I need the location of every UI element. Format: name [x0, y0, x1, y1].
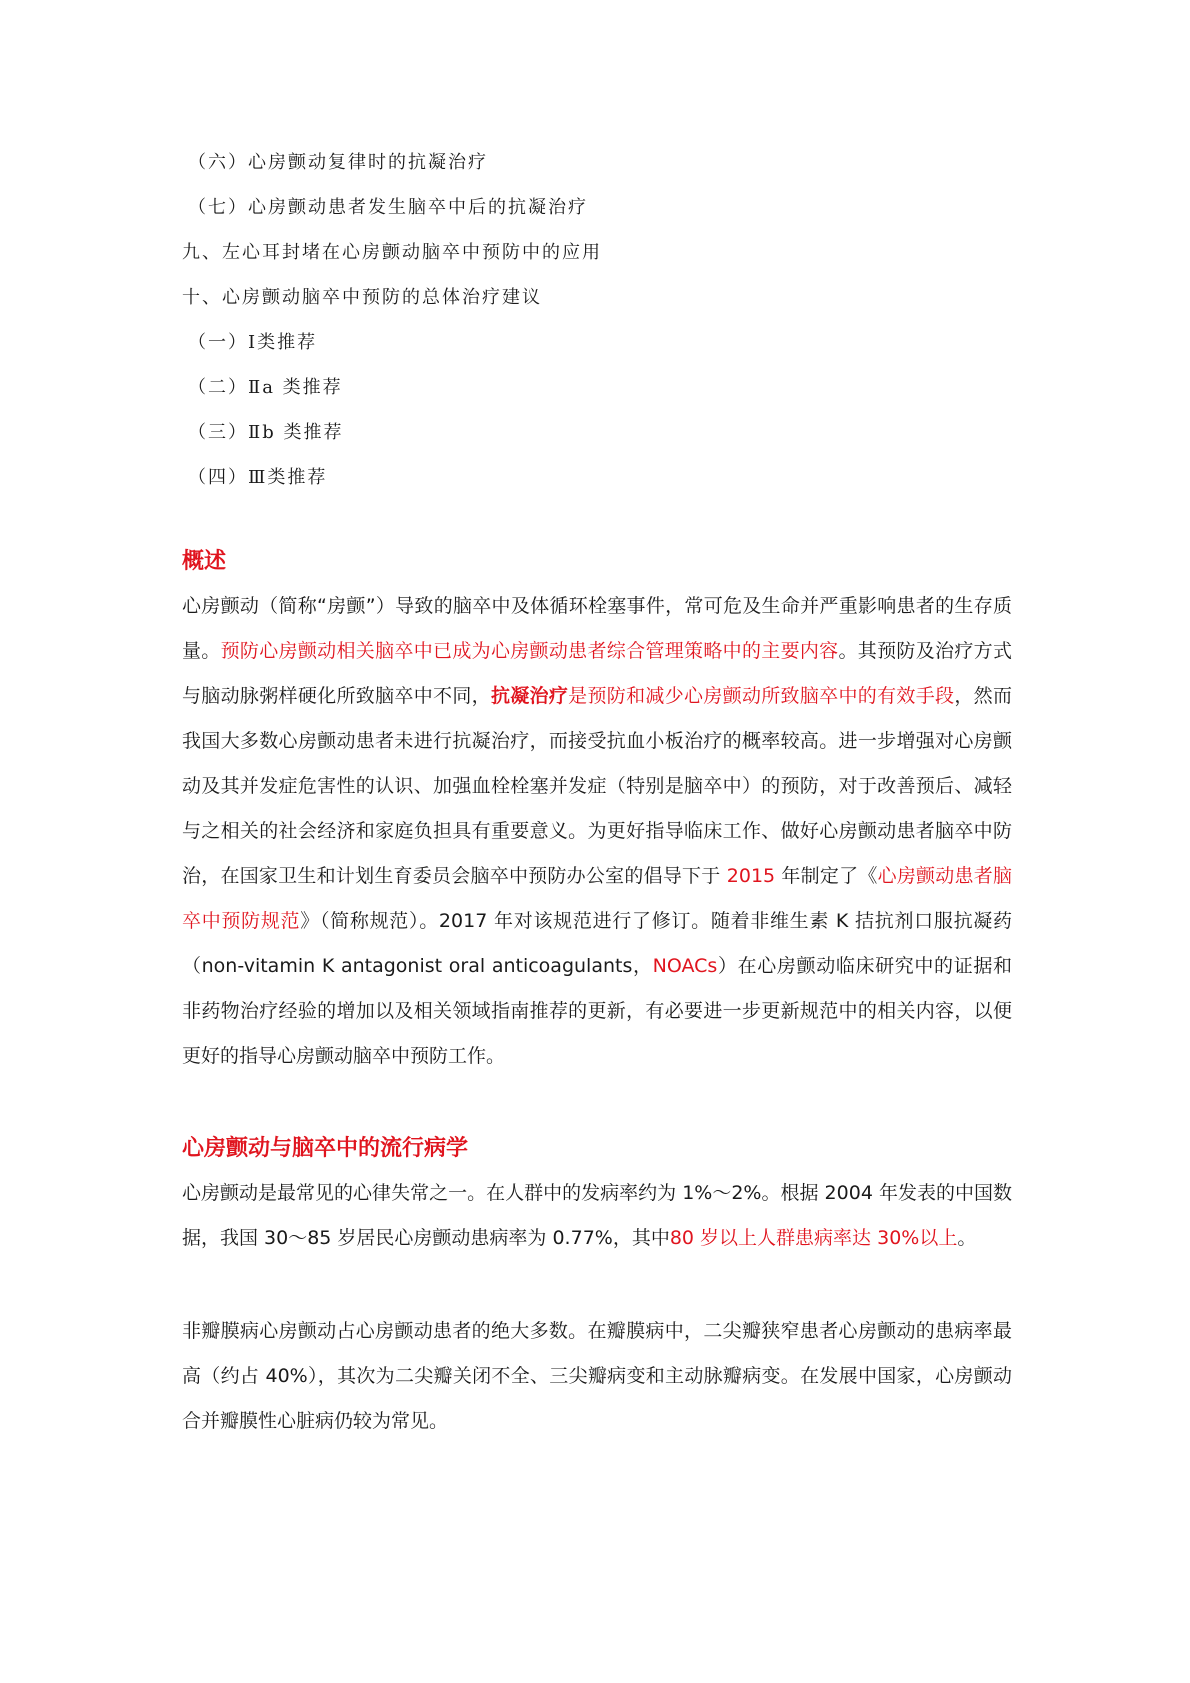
highlight-bold-text: 抗凝治疗	[490, 685, 569, 707]
toc-item: （三）Ⅱb 类推荐	[188, 422, 344, 443]
highlight-text: 是预防和减少心房颤动所致脑卒中的有效手段	[568, 685, 955, 707]
toc-item: （六）心房颤动复律时的抗凝治疗	[188, 152, 488, 173]
overview-paragraph	[182, 584, 1012, 1079]
table-of-contents	[182, 140, 1012, 500]
highlight-text: 心房颤动患者脑卒中预防规范	[182, 865, 1012, 932]
document-page	[182, 140, 1012, 1444]
epidemiology-paragraph	[182, 1171, 1012, 1261]
highlight-text: 2015	[726, 865, 776, 887]
valvular-paragraph: 非瓣膜病心房颤动占心房颤动患者的绝大多数。在瓣膜病中，二尖瓣狭窄患者心房颤动的患病率最高（约占 40%），其次为二尖瓣关闭不全、三尖瓣病变和主动脉瓣病变。在发展中国家，心房颤动合并瓣膜性心脏病仍较为常见。	[182, 1320, 1012, 1432]
text-run: 。其预防及治疗方式与脑动脉粥样硬化所致脑卒中不同，	[182, 640, 1012, 707]
toc-item: （四）Ⅲ类推荐	[188, 467, 328, 488]
text-run: 年制定了《	[775, 865, 878, 887]
text-run: ，然而我国大多数心房颤动患者未进行抗凝治疗，而接受抗血小板治疗的概率较高。进一步增强对心房颤动及其并发症危害性的认识、加强血栓栓塞并发症（特别是脑卒中）的预防，对于改善预后、减轻与之相关的社会经济和家庭负担具有重要意义。为更好指导临床工作、做好心房颤动患者脑卒中防治，在国家卫生和计划生育委员会脑卒中预防办公室的倡导下于	[182, 685, 1012, 887]
toc-item: （七）心房颤动患者发生脑卒中后的抗凝治疗	[188, 197, 588, 218]
section-heading-epidemiology: 心房颤动与脑卒中的流行病学	[182, 1136, 469, 1161]
toc-item: （二）Ⅱa 类推荐	[188, 377, 343, 398]
text-run: 心房颤动是最常见的心律失常之一。在人群中的发病率约为 1%～2%。根据 2004 年发表的中国数据，我国 30～85 岁居民心房颤动患病率为 0.77%，其中	[182, 1182, 1012, 1249]
toc-item: （一）Ⅰ类推荐	[188, 332, 318, 353]
toc-item: 十、心房颤动脑卒中预防的总体治疗建议	[182, 287, 542, 308]
highlight-text: 预防心房颤动相关脑卒中已成为心房颤动患者综合管理策略中的主要内容	[220, 640, 839, 662]
text-run: ）在心房颤动临床研究中的证据和非药物治疗经验的增加以及相关领域指南推荐的更新，有必要进一步更新规范中的相关内容，以便更好的指导心房颤动脑卒中预防工作。	[182, 955, 1012, 1067]
text-run: 心房颤动（简称“房颤”）导致的脑卒中及体循环栓塞事件，常可危及生命并严重影响患者的生存质量。	[182, 595, 1012, 662]
section-heading-overview: 概述	[182, 549, 227, 574]
text-run: 。	[957, 1227, 977, 1249]
text-run: 》（简称规范）。2017 年对该规范进行了修订。随着非维生素 K 拮抗剂口服抗凝药（non-vitamin K antagonist oral anticoagulants，	[182, 910, 1012, 977]
highlight-text: NOACs	[652, 955, 718, 977]
toc-item: 九、左心耳封堵在心房颤动脑卒中预防中的应用	[182, 242, 602, 263]
highlight-text: 80 岁以上人群患病率达 30%以上	[669, 1227, 958, 1249]
